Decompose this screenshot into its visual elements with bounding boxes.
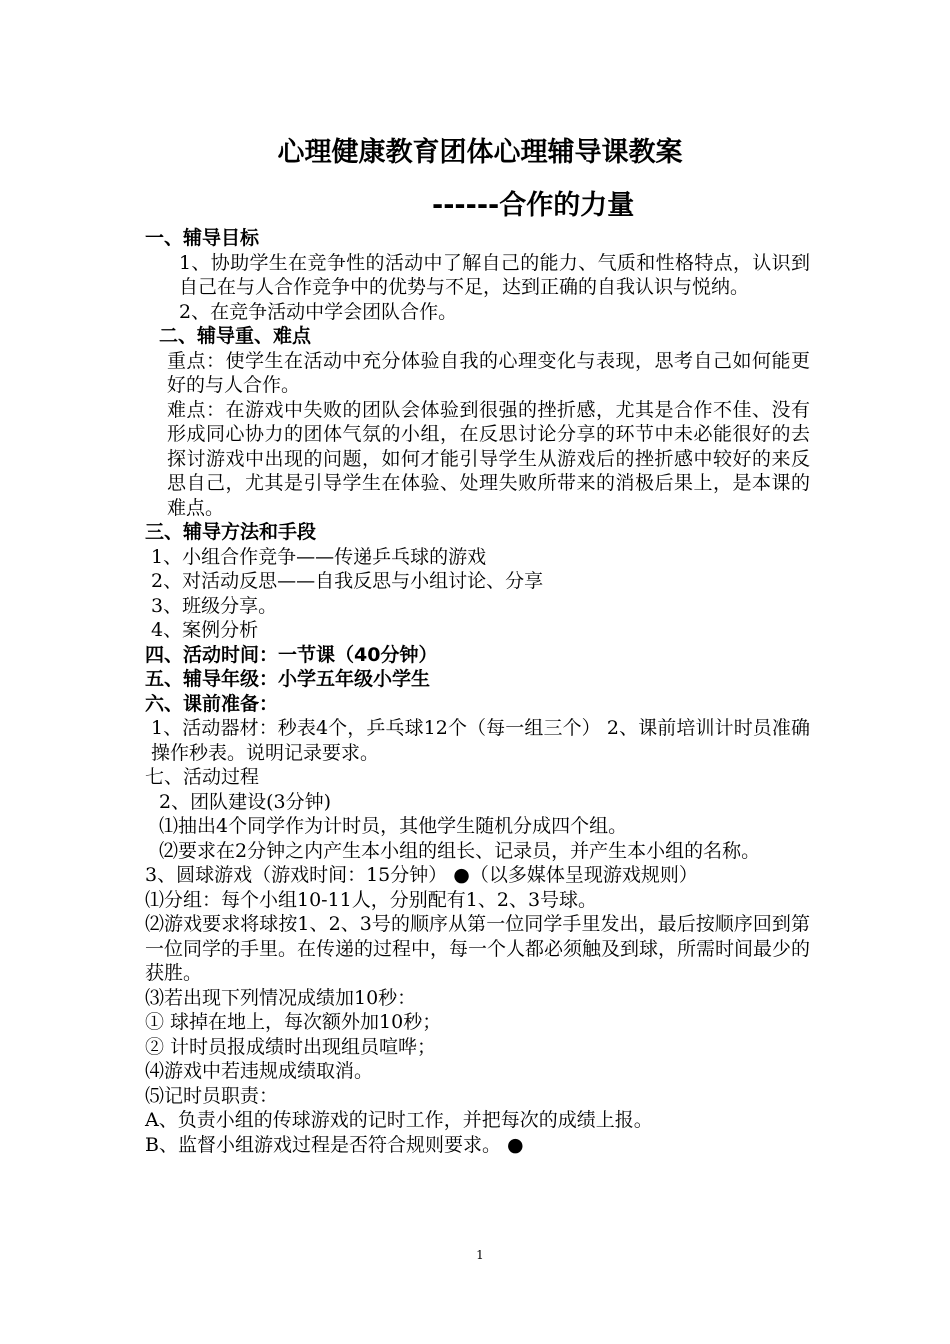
game-rule-3-b: ② 计时员报成绩时出现组员喧哗； (145, 1035, 437, 1058)
process-substep-1: ⑴抽出4个同学作为计时员，其他学生随机分成四个组。 (159, 815, 628, 837)
section-heading-goals: 一、辅导目标 (145, 227, 260, 249)
section-heading-process: 七、活动过程 (145, 766, 260, 788)
process-step-game: 3、圆球游戏（游戏时间：15分钟） ●（以多媒体呈现游戏规则） (145, 864, 698, 886)
timekeeper-duty-b: B、监督小组游戏过程是否符合规则要求。 ● (145, 1133, 524, 1156)
game-rule-5: ⑸记时员职责： (145, 1084, 279, 1107)
method-item-4: 4、案例分析 (151, 619, 259, 641)
game-rule-1: ⑴分组：每个小组10-11人，分别配有1、2、3号球。 (145, 888, 598, 911)
preparation-text: 1、活动器材：秒表4个，乒乓球12个（每一组三个） 2、课前培训计时员准确操作秒表。说明记录要求。 (151, 717, 810, 764)
method-item-1: 1、小组合作竞争——传递乒乓球的游戏 (151, 545, 487, 568)
goal-item-2: 2、在竞争活动中学会团队合作。 (179, 300, 458, 323)
game-rule-3-a: ① 球掉在地上，每次额外加10秒； (145, 1011, 442, 1033)
timekeeper-duty-a: A、负责小组的传球游戏的记时工作，并把每次的成绩上报。 (145, 1109, 653, 1131)
page-subtitle: ------合作的力量 (432, 190, 635, 221)
difficulty-text: 难点：在游戏中失败的团队会体验到很强的挫折感，尤其是合作不佳、没有形成同心协力的团体气氛的小组，在反思讨论分享的环节中未必能很好的去探讨游戏中出现的问题，如何才能引导学生从游戏后的挫折感中较好的来反思自己，尤其是引导学生在体验、处理失败所带来的消极后果上，是本课的难点。 (167, 398, 810, 519)
section-heading-key-points: 二、辅导重、难点 (159, 325, 312, 347)
page-number: 1 (476, 1248, 484, 1262)
document-body (145, 226, 810, 1157)
method-item-2: 2、对活动反思——自我反思与小组讨论、分享 (151, 570, 544, 592)
section-heading-grade: 五、辅导年级：小学五年级小学生 (145, 668, 431, 690)
process-substep-2: ⑵要求在2分钟之内产生本小组的组长、记录员，并产生本小组的名称。 (159, 839, 761, 862)
key-point-text: 重点：使学生在活动中充分体验自我的心理变化与表现，思考自己如何能更好的与人合作。 (167, 349, 810, 396)
method-item-3: 3、班级分享。 (151, 594, 278, 617)
section-heading-methods: 三、辅导方法和手段 (145, 521, 317, 543)
game-rule-2: ⑵游戏要求将球按1、2、3号的顺序从第一位同学手里发出，最后按顺序回到第一位同学的手里。在传递的过程中，每一个人都必须触及到球，所需时间最少的获胜。 (145, 913, 811, 984)
section-heading-time: 四、活动时间：一节课（40分钟） (145, 643, 438, 666)
game-rule-4: ⑷游戏中若违规成绩取消。 (145, 1060, 374, 1082)
goal-item-1: 1、协助学生在竞争性的活动中了解自己的能力、气质和性格特点，认识到自己在与人合作竞争中的优势与不足，达到正确的自我认识与悦纳。 (179, 251, 810, 298)
page-title: 心理健康教育团体心理辅导课教案 (277, 137, 683, 168)
process-step-team: 2、团队建设(3分钟) (159, 790, 332, 813)
section-heading-preparation: 六、课前准备： (145, 692, 279, 715)
game-rule-3: ⑶若出现下列情况成绩加10秒： (145, 986, 417, 1009)
